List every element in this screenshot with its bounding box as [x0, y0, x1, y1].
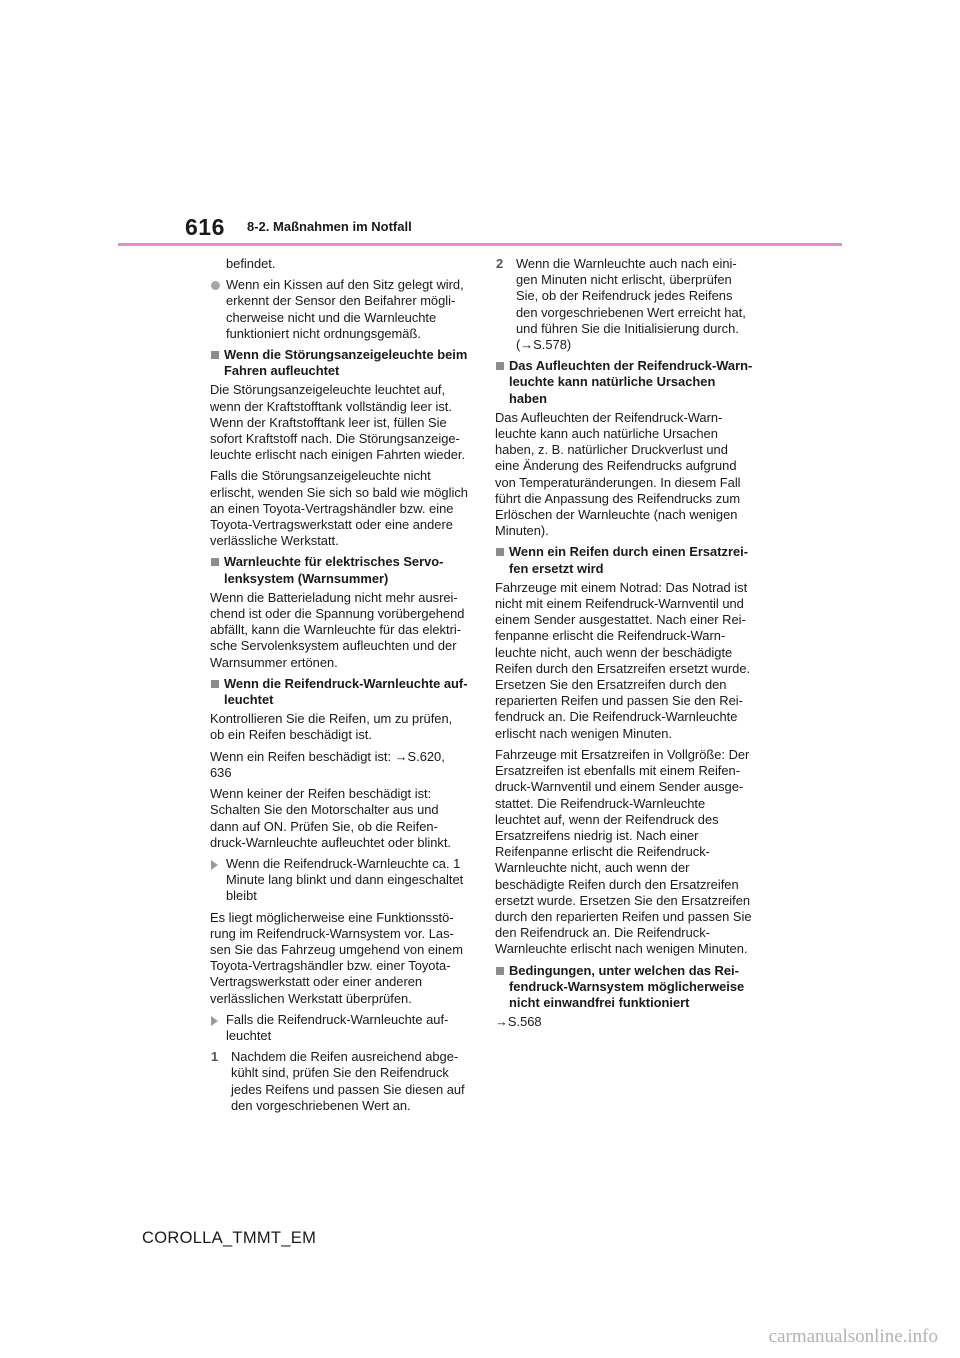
paragraph: Fahrzeuge mit Ersatzreifen in Vollgröße: Der Ersatzreifen ist ebenfalls mit einem Reifendruck-Warnventil und einem Sender ausgestattet. Die Reifendruck-Warnleuchte leuchtet auf, wenn der Reifendruck des Ersatzreifens niedrig ist. Nach einer Reifenpanne erlischt die Reifendruck-Warnleuchte nicht, auch wenn der beschädigte Reifen durch den Ersatzreifen ersetzt wurde. Ersetzen Sie den Ersatzreifen durch den reparierten Reifen und passen Sie den Reifendruck an. Die Reifendruck-Warnleuchte erlischt nach wenigen Minuten. [495, 746, 752, 957]
paragraph: befindet. [226, 256, 276, 271]
heading-text: Bedingungen, unter welchen das Reifendruck-Warnsystem möglicherweise nicht einwandfrei funktioniert [509, 962, 745, 1010]
bullet-item [210, 277, 468, 342]
heading-text: Warnleuchte für elektrisches Servolenksystem (Warnsummer) [224, 554, 444, 586]
paragraph: Das Aufleuchten der Reifendruck-Warnleuchte kann auch natürliche Ursachen haben, z. B. natürlicher Druckverlust und eine Änderung des Reifendrucks aufgrund von Temperaturänderungen. In diesem Fall führt die Anpassung des Reifendrucks zum Erlöschen der Warnleuchte (nach wenigen Minuten). [495, 409, 741, 539]
step-number: 2 [496, 256, 504, 271]
cross-reference: →S.568 [495, 1014, 542, 1030]
bullet-text: Wenn ein Kissen auf den Sitz gelegt wird, erkennt der Sensor den Beifahrer möglicherweise nicht und die Warnleuchte funktioniert nicht ordnungsgemäß. [226, 277, 464, 341]
document-code: COROLLA_TMMT_EM [142, 1229, 317, 1247]
subsection-heading [495, 544, 753, 576]
paragraph: Die Störungsanzeigeleuchte leuchtet auf, wenn der Kraftstofftank vollständig leer ist. Wenn der Kraftstofftank leer ist, füllen Sie sofort Kraftstoff nach. Die Störungsanzeigeleuchte erlischt nach einigen Fahrten wieder. [210, 382, 466, 463]
square-bullet-icon [496, 362, 504, 370]
paragraph: Kontrollieren Sie die Reifen, um zu prüfen, ob ein Reifen beschädigt ist. [210, 711, 453, 743]
paragraph: Falls die Störungsanzeigeleuchte nicht erlischt, wenden Sie sich so bald wie möglich an einen Toyota-Vertragshändler bzw. eine Toyota-Vertragswerkstatt oder eine andere verlässliche Werkstatt. [210, 468, 468, 549]
subsection-heading [495, 358, 753, 407]
triangle-bullet-icon [211, 860, 218, 870]
condition-item [210, 856, 468, 905]
right-column [495, 256, 753, 1035]
condition-text: Falls die Reifendruck-Warnleuchte aufleuchtet [226, 1011, 449, 1043]
cross-reference: Wenn ein Reifen beschädigt ist: →S.620, 636 [210, 748, 445, 780]
step-text: Wenn die Warnleuchte auch nach einigen Minuten nicht erlischt, überprüfen Sie, ob der Reifendruck jedes Reifens den vorgeschriebenen Wert erreicht hat, und führen Sie die Initialisierung durch. (→S.578) [516, 256, 746, 353]
condition-item [210, 1012, 468, 1044]
step-text: Nachdem die Reifen ausreichend abgekühlt sind, prüfen Sie den Reifendruck jedes Reifens und passen Sie diesen auf den vorgeschriebenen Wert an. [231, 1049, 465, 1113]
triangle-bullet-icon [211, 1016, 218, 1026]
section-title: 8-2. Maßnahmen im Notfall [247, 219, 412, 234]
subsection-heading [210, 554, 468, 586]
condition-text: Wenn die Reifendruck-Warnleuchte ca. 1 Minute lang blinkt und dann eingeschaltet bleibt [226, 855, 464, 904]
paragraph: Fahrzeuge mit einem Notrad: Das Notrad ist nicht mit einem Reifendruck-Warnventil und einem Sender ausgestattet. Nach einer Reifenpanne erlischt die Reifendruck-Warnleuchte nicht, auch wenn der beschädigte Reifen durch den Ersatzreifen ersetzt wurde. Ersetzen Sie den Ersatzreifen durch den reparierten Reifen und passen Sie den Reifendruck an. Die Reifendruck-Warnleuchte erlischt nach wenigen Minuten. [495, 579, 751, 741]
header-divider [118, 243, 842, 246]
heading-text: Wenn die Störungsanzeigeleuchte beim Fahren aufleuchtet [224, 347, 468, 379]
subsection-heading [210, 347, 468, 379]
heading-text: Wenn die Reifendruck-Warnleuchte aufleuchtet [224, 675, 468, 708]
subsection-heading [210, 676, 468, 708]
heading-text: Das Aufleuchten der Reifendruck-Warnleuchte kann natürliche Ursachen haben [509, 358, 753, 406]
heading-text: Wenn ein Reifen durch einen Ersatzreifen ersetzt wird [509, 544, 749, 576]
paragraph: Wenn die Batterieladung nicht mehr ausreichend ist oder die Spannung vorübergehend abfällt, kann die Warnleuchte für das elektrische Servolenksystem aufleuchten und der Warnsummer ertönen. [210, 589, 465, 670]
subsection-heading [495, 963, 753, 1012]
square-bullet-icon [211, 558, 219, 566]
step-number: 1 [211, 1049, 219, 1065]
square-bullet-icon [496, 967, 504, 975]
square-bullet-icon [211, 351, 219, 359]
square-bullet-icon [211, 680, 219, 688]
watermark: carmanualsonline.info [768, 1326, 938, 1347]
paragraph: Wenn keiner der Reifen beschädigt ist: Schalten Sie den Motorschalter aus und dann auf ON. Prüfen Sie, ob die Reifendruck-Warnleuchte aufleuchtet oder blinkt. [210, 786, 451, 850]
page-number: 616 [185, 214, 225, 240]
bullet-dot-icon [211, 281, 220, 290]
left-column [210, 256, 468, 1119]
numbered-step [210, 1049, 468, 1114]
paragraph: Es liegt möglicherweise eine Funktionsstörung im Reifendruck-Warnsystem vor. Lassen Sie das Fahrzeug umgehend von einem Toyota-Vertragshändler bzw. einer Toyota-Vertragswerkstatt oder einer anderen verlässlichen Werkstatt überprüfen. [210, 909, 463, 1006]
numbered-step [495, 256, 753, 353]
square-bullet-icon [496, 548, 504, 556]
